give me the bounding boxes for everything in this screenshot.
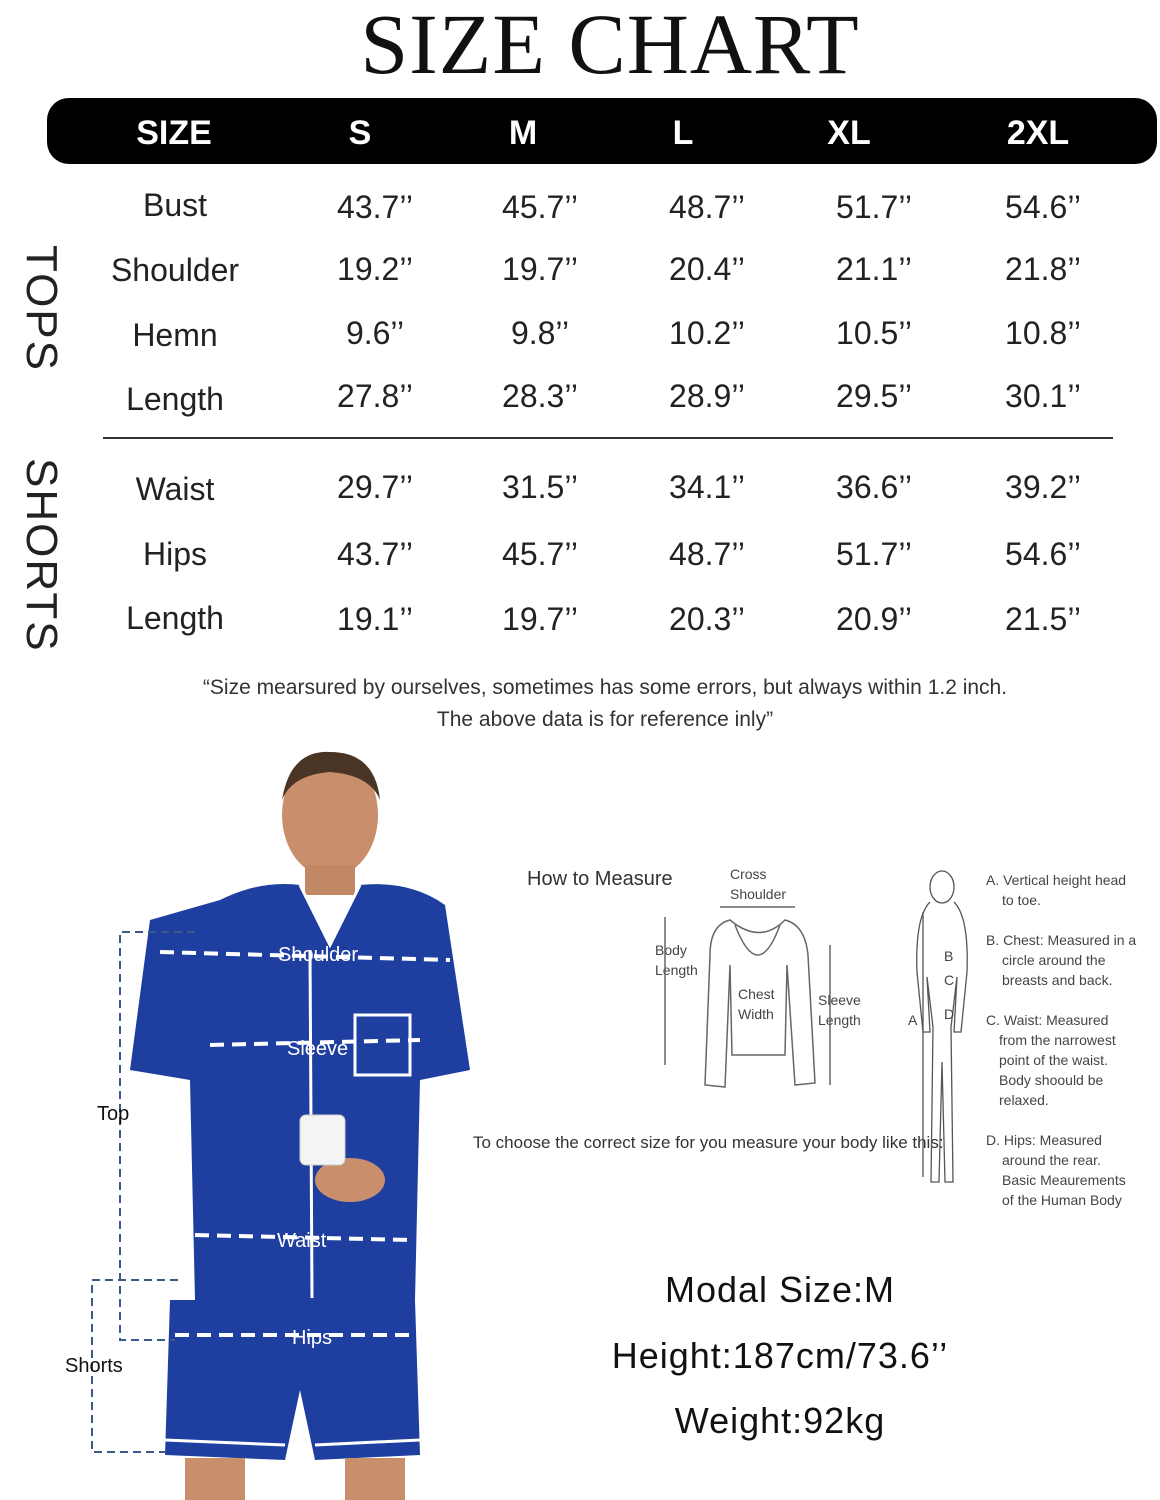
row-label: Hips	[142, 536, 207, 572]
legend-line: B. Chest: Measured in a	[986, 932, 1137, 948]
header-size-xl: XL	[827, 114, 871, 152]
cell-value: 20.3’’	[669, 601, 745, 637]
body-letter-d: D	[944, 1006, 955, 1022]
cell-value: 29.5’’	[836, 378, 912, 414]
body-head	[930, 871, 954, 903]
label-sleeve: Sleeve	[287, 1038, 349, 1060]
label-hips: Hips	[292, 1327, 333, 1349]
legend-line: D. Hips: Measured	[986, 1132, 1102, 1148]
cell-value: 36.6’’	[836, 469, 912, 505]
cell-value: 51.7’’	[836, 536, 912, 572]
how-to-measure-title: How to Measure	[527, 868, 673, 890]
tops-group-label: TOPS	[17, 245, 66, 373]
coffee-mug	[300, 1115, 345, 1165]
legend-line: circle around the	[1002, 952, 1106, 968]
page-title: SIZE CHART	[360, 0, 860, 92]
legend-line: to toe.	[1002, 892, 1041, 908]
legend-line: of the Human Body	[1002, 1192, 1122, 1208]
row-label: Length	[126, 600, 224, 636]
legend-line: breasts and back.	[1002, 972, 1113, 988]
label-line: Chest	[738, 986, 775, 1002]
legend-line: from the narrowest	[999, 1032, 1116, 1048]
cell-value: 29.7’’	[337, 469, 413, 505]
row-label: Bust	[142, 187, 208, 223]
body-outline	[917, 902, 967, 1182]
header-size-l: L	[672, 114, 694, 152]
cell-value: 43.7’’	[337, 536, 413, 572]
row-label: Waist	[135, 471, 215, 507]
body-letter-b: B	[944, 948, 954, 964]
legend-b	[986, 930, 1136, 990]
body-letter-c: C	[944, 972, 955, 988]
legend-d	[986, 1130, 1126, 1210]
cell-value: 9.6’’	[345, 315, 405, 351]
shirt-diagram	[650, 895, 870, 1095]
label-line: Body	[655, 942, 687, 958]
row-label: Shoulder	[110, 252, 240, 288]
label-line: Width	[738, 1006, 774, 1022]
cell-value: 20.4’’	[669, 251, 745, 287]
cell-value: 54.6’’	[1005, 189, 1081, 225]
cell-value: 39.2’’	[1005, 469, 1081, 505]
legend-line: C. Waist: Measured	[986, 1012, 1109, 1028]
model-size: Modal Size:M	[664, 1269, 896, 1310]
cell-value: 19.1’’	[337, 601, 413, 637]
label-line: Length	[818, 1012, 861, 1028]
cell-value: 51.7’’	[836, 189, 912, 225]
measure-instruction: To choose the correct size for you measure your body like this:	[473, 1133, 944, 1152]
cell-value: 31.5’’	[502, 469, 578, 505]
cell-value: 21.5’’	[1005, 601, 1081, 637]
pajama-shorts	[165, 1300, 420, 1460]
header-size-m: M	[508, 114, 538, 152]
cell-value: 45.7’’	[502, 536, 578, 572]
legend-line: Body shoould be	[999, 1072, 1104, 1088]
legend-line: around the rear.	[1002, 1152, 1101, 1168]
header-size-label: SIZE	[136, 114, 212, 152]
disclaimer-line-2: The above data is for reference inly”	[436, 708, 774, 731]
model-figure	[0, 740, 500, 1500]
cell-value: 10.5’’	[836, 315, 912, 351]
shirt-outline	[705, 920, 815, 1087]
model-leg-right	[345, 1458, 405, 1500]
model-height: Height:187cm/73.6’’	[611, 1335, 949, 1376]
shorts-group-label: SHORTS	[17, 458, 66, 653]
model-weight: Weight:92kg	[674, 1400, 886, 1441]
cell-value: 21.8’’	[1005, 251, 1081, 287]
cell-value: 20.9’’	[836, 601, 912, 637]
cell-value: 28.3’’	[502, 378, 578, 414]
label-line: Length	[655, 962, 698, 978]
cell-value: 54.6’’	[1005, 536, 1081, 572]
cell-value: 19.7’’	[502, 251, 578, 287]
legend-line: point of the waist.	[999, 1052, 1108, 1068]
row-label: Hemn	[132, 317, 218, 353]
label-waist: Waist	[277, 1230, 327, 1252]
label-top: Top	[97, 1103, 130, 1125]
cell-value: 10.2’’	[669, 315, 745, 351]
label-line: Cross	[730, 866, 767, 882]
cell-value: 19.7’’	[502, 601, 578, 637]
legend-line: A. Vertical height head	[986, 872, 1127, 888]
cell-value: 21.1’’	[836, 251, 912, 287]
legend-line: Basic Meaurements	[1002, 1172, 1126, 1188]
cell-value: 10.8’’	[1005, 315, 1081, 351]
cell-value: 9.8’’	[510, 315, 570, 351]
label-shorts: Shorts	[65, 1355, 123, 1377]
legend-c	[986, 1010, 1116, 1110]
header-size-s: S	[348, 114, 372, 152]
cell-value: 45.7’’	[502, 189, 578, 225]
header-size-2xl: 2XL	[1006, 114, 1070, 152]
legend-line: relaxed.	[999, 1092, 1049, 1108]
row-label: Length	[126, 381, 224, 417]
cell-value: 43.7’’	[337, 189, 413, 225]
model-leg-left	[185, 1458, 245, 1500]
label-line: Sleeve	[818, 992, 861, 1008]
cell-value: 27.8’’	[337, 378, 413, 414]
section-divider	[103, 437, 1113, 439]
label-line: Shoulder	[730, 886, 787, 902]
cell-value: 30.1’’	[1005, 378, 1081, 414]
cell-value: 48.7’’	[669, 189, 745, 225]
body-letter-a: A	[908, 1012, 918, 1028]
cell-value: 28.9’’	[669, 378, 745, 414]
size-header-bar	[47, 98, 1157, 164]
cell-value: 34.1’’	[669, 469, 745, 505]
legend-a	[986, 870, 1126, 910]
label-shoulder: Shoulder	[278, 944, 359, 966]
cell-value: 48.7’’	[669, 536, 745, 572]
cell-value: 19.2’’	[337, 251, 413, 287]
disclaimer-line-1: “Size mearsured by ourselves, sometimes has some errors, but always within 1.2 inch.	[202, 676, 1008, 699]
model-neck	[305, 865, 355, 895]
